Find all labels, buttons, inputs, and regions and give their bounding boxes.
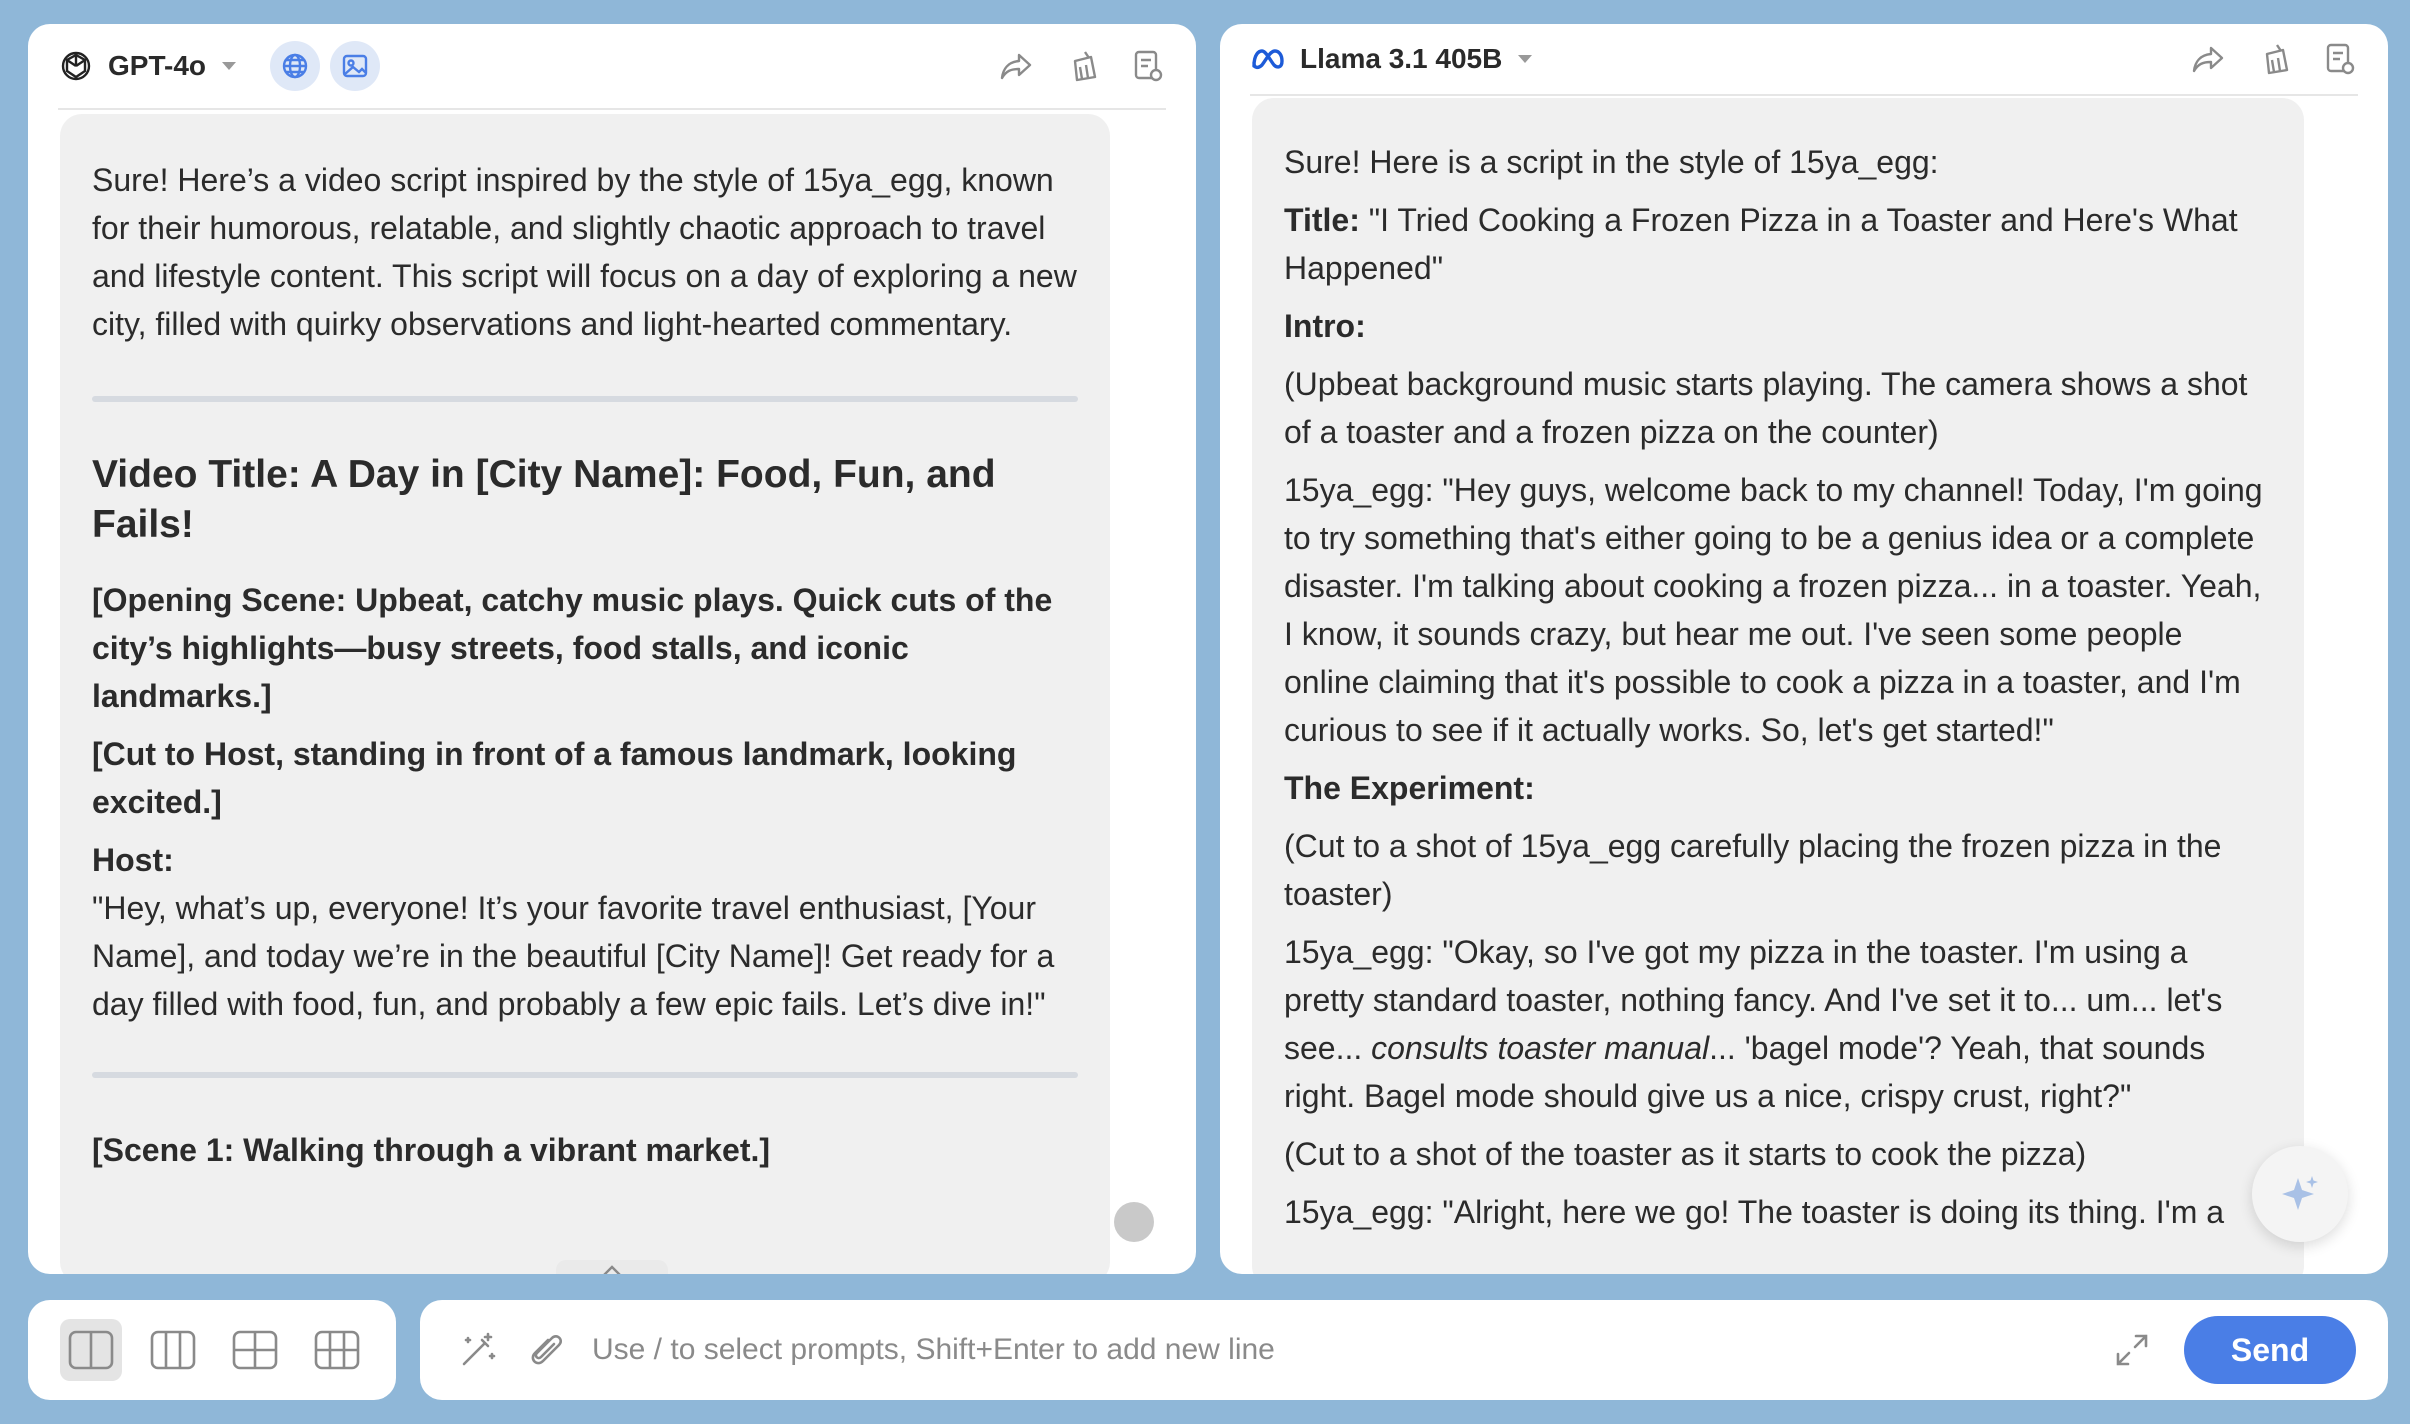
title-text: "I Tried Cooking a Frozen Pizza in a Toaster and Here's What Happened" (1284, 202, 2238, 286)
right-chat-panel (1220, 24, 2388, 1274)
notes-icon[interactable] (1130, 48, 1166, 84)
expand-icon[interactable] (2110, 1328, 2154, 1372)
scroll-indicator[interactable] (1114, 1202, 1154, 1242)
stage-direction: (Cut to a shot of the toaster as it starts to cook the pizza) (1284, 1136, 2087, 1172)
collapse-button[interactable] (556, 1260, 668, 1274)
chevron-up-icon (601, 1264, 623, 1274)
stage-direction: (Upbeat background music starts playing. The camera shows a shot of a toaster and a frozen pizza on the counter) (1284, 366, 2248, 450)
left-panel-header (58, 24, 1166, 110)
stage-direction: (Cut to a shot of 15ya_egg carefully placing the frozen pizza in the toaster) (1284, 828, 2222, 912)
dialogue: 15ya_egg: "Hey guys, welcome back to my channel! Today, I'm going to try something that's either going to be a genius idea or a complete disaster. I'm talking about cooking a frozen pizza... in a toaster. Yeah, I know, it sounds crazy, but hear me out. I've seen some people online claiming that it's possible to cook a pizza in a toaster, and I'm curious to see if it actually works. So, let's get started!" (1284, 472, 2263, 748)
sparkle-icon (2278, 1172, 2322, 1216)
script-title (1284, 196, 2272, 292)
gpt-response-bubble (60, 114, 1110, 1274)
intro-label: Intro: (1284, 308, 1366, 344)
right-panel-header (1250, 24, 2358, 96)
opening-scene-direction: [Opening Scene: Upbeat, catchy music plays. Quick cuts of the city’s highlights—busy streets, food stalls, and iconic landmarks.] (92, 582, 1053, 714)
video-title-heading: Video Title: A Day in [City Name]: Food, Fun, and Fails! (92, 453, 996, 546)
dialogue-part: 15ya_egg: "Okay, so I've got my pizza in the toaster. I'm using a pretty standard toaster, nothing fancy. And I've set it to... um... let's see... (1284, 934, 2223, 1066)
four-grid-layout-icon[interactable] (224, 1319, 286, 1381)
two-column-layout-icon[interactable] (60, 1319, 122, 1381)
cut-to-host-direction: [Cut to Host, standing in front of a famous landmark, looking excited.] (92, 736, 1017, 820)
web-search-icon[interactable] (270, 41, 320, 91)
clear-icon[interactable] (1064, 48, 1100, 84)
divider (92, 1072, 1078, 1078)
magic-wand-icon[interactable] (456, 1328, 500, 1372)
clear-icon[interactable] (2256, 41, 2292, 77)
send-button[interactable]: Send (2184, 1316, 2356, 1384)
title-label: Title: (1284, 202, 1360, 238)
scene-1-direction: [Scene 1: Walking through a vibrant market.] (92, 1132, 771, 1168)
message-composer (420, 1300, 2388, 1400)
llama-response-bubble (1252, 98, 2304, 1274)
layout-switcher (28, 1300, 396, 1400)
six-grid-layout-icon[interactable] (306, 1319, 368, 1381)
host-label: Host: (92, 842, 174, 878)
model-name[interactable]: GPT-4o (108, 50, 207, 81)
ai-sparkle-button[interactable] (2252, 1146, 2348, 1242)
emphasized-text: consults toaster manual (1371, 1030, 1710, 1066)
model-name[interactable]: Llama 3.1 405B (1300, 43, 1503, 74)
dialogue-part: ... 'bagel mode'? Yeah, that sounds right. Bagel mode should give us a nice, crispy crust, right?" (1284, 1030, 2206, 1114)
experiment-label: The Experiment: (1284, 770, 1535, 806)
chevron-down-icon[interactable] (1514, 48, 1536, 70)
divider (92, 396, 1078, 402)
image-generation-icon[interactable] (330, 41, 380, 91)
meta-logo-icon (1250, 41, 1286, 77)
left-chat-panel (28, 24, 1196, 1274)
notes-icon[interactable] (2322, 41, 2358, 77)
openai-logo-icon (58, 48, 94, 84)
paperclip-icon[interactable] (524, 1328, 568, 1372)
prompt-input[interactable] (592, 1333, 2110, 1367)
dialogue (1284, 928, 2272, 1120)
response-intro: Sure! Here’s a video script inspired by the style of 15ya_egg, known for their humorous, relatable, and slightly chaotic approach to travel and lifestyle content. This script will focus on a day of exploring a new city, filled with quirky observations and light-hearted commentary. (92, 162, 1077, 342)
dialogue: 15ya_egg: "Alright, here we go! The toaster is doing its thing. I'm a (1284, 1194, 2225, 1230)
share-icon[interactable] (2190, 41, 2226, 77)
three-column-layout-icon[interactable] (142, 1319, 204, 1381)
response-intro: Sure! Here is a script in the style of 15ya_egg: (1284, 144, 1939, 180)
host-dialogue: "Hey, what’s up, everyone! It’s your favorite travel enthusiast, [Your Name], and today we’re in the beautiful [City Name]! Get ready for a day filled with food, fun, and probably a few epic fails. Let’s dive in!" (92, 890, 1055, 1022)
share-icon[interactable] (998, 48, 1034, 84)
chevron-down-icon[interactable] (218, 55, 240, 77)
